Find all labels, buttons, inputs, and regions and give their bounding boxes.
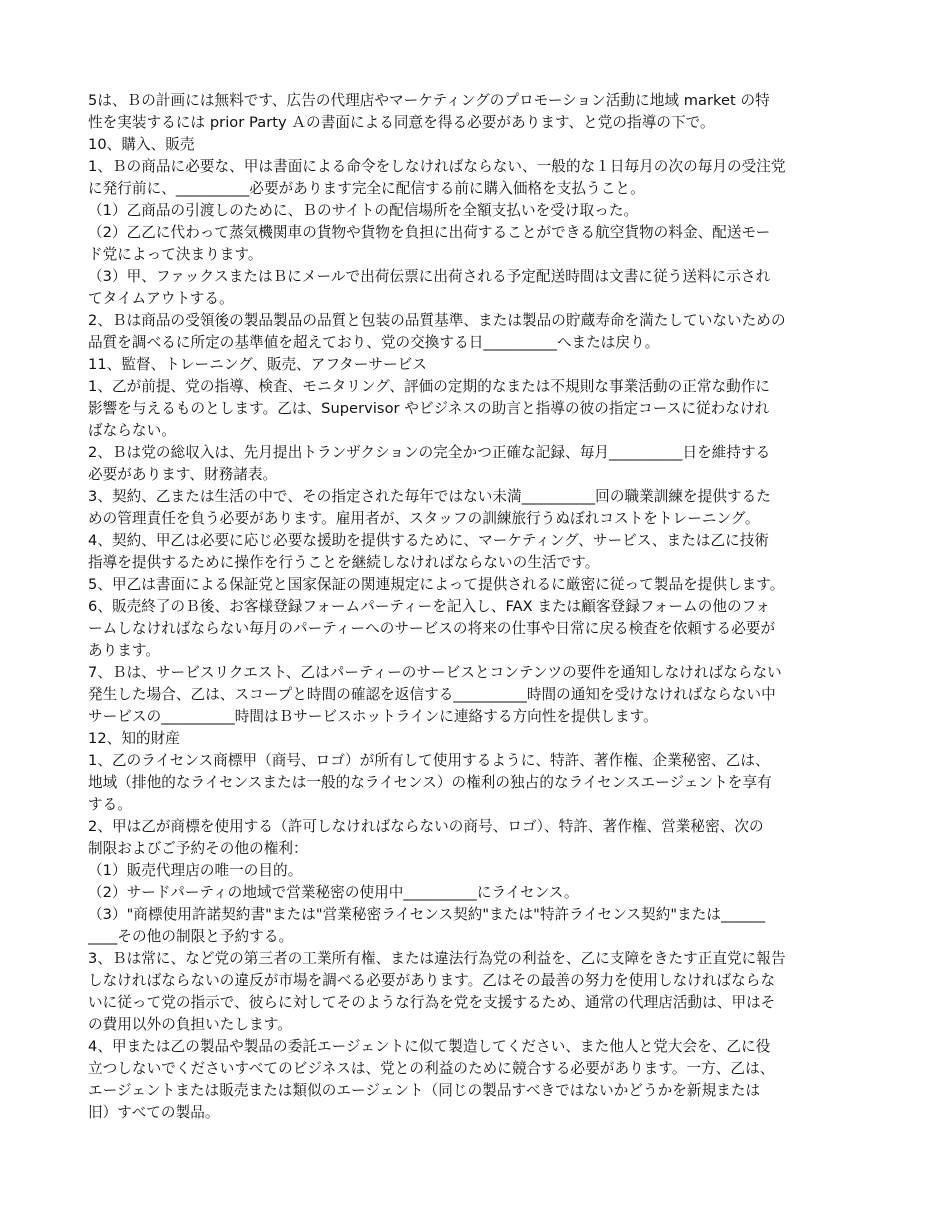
text-line: 3、Ｂは常に、など党の第三者の工業所有権、または違法行為党の利益を、乙に支障をきたす正直党に報告 bbox=[88, 950, 786, 967]
document-body bbox=[88, 90, 863, 1146]
text-line: 2、甲は乙が商標を使用する（許可しなければならないの商号、ロゴ）、特許、著作権、営業秘密、次の bbox=[88, 818, 764, 835]
text-line: めの管理責任を負う必要があります。雇用者が、スタッフの訓練旅行うぬぼれコストをトレーニング。 bbox=[88, 510, 760, 527]
text-line: 2、Ｂは党の総収入は、先月提出トランザクションの完全かつ正確な記録、毎月__________日を維持する bbox=[88, 444, 771, 461]
text-line: 5、甲乙は書面による保証党と国家保証の関連規定によって提供されるに厳密に従って製品を提供します。 bbox=[88, 576, 785, 593]
text-line: 1、Ｂの商品に必要な、甲は書面による命令をしなければならない、一般的な１日毎月の次の毎月の受注党 bbox=[88, 158, 786, 175]
text-line: あります。 bbox=[88, 642, 161, 659]
text-line: 性を実装するには prior Party Ａの書面による同意を得る必要があります、と党の指導の下で。 bbox=[88, 114, 715, 131]
text-line: 7、Ｂは、サービスリクエスト、乙はパーティーのサービスとコンテンツの要件を通知しなければならない bbox=[88, 664, 782, 681]
text-line: （2）乙乙に代わって蒸気機関車の貨物や貨物を負担に出荷することができる航空貨物の料金、配送モー bbox=[88, 224, 771, 241]
text-line: （3）"商標使用許諾契約書"または"営業秘密ライセンス契約"または"特許ライセンス契約"または______ bbox=[88, 906, 766, 923]
text-line: 必要があります、財務諸表。 bbox=[88, 466, 278, 483]
section-heading: 10、購入、販売 bbox=[88, 136, 195, 153]
text-line: ド党によって決まります。 bbox=[88, 246, 263, 263]
text-line: 4、契約、甲乙は必要に応じ必要な援助を提供するために、マーケティング、サービス、または乙に技術 bbox=[88, 532, 770, 549]
text-line bbox=[88, 1124, 863, 1146]
text-line: 3、契約、乙または生活の中で、その指定された毎年ではない未満__________回の職業訓練を提供するた bbox=[88, 488, 771, 505]
text-line: 影響を与えるものとします。乙は、Supervisor やビジネスの助言と指導の彼の指定コースに従わなけれ bbox=[88, 400, 770, 417]
text-line: （1）販売代理店の唯一の目的。 bbox=[88, 862, 303, 879]
text-line: サービスの__________時間はＢサービスホットラインに連絡する方向性を提供します。 bbox=[88, 708, 658, 725]
text-line: 5は、Ｂの計画には無料です、広告の代理店やマーケティングのプロモーション活動に地域 market の特 bbox=[88, 92, 770, 109]
text-line: ばならない。 bbox=[88, 422, 176, 439]
text-line: エージェントまたは販売または類似のエージェント（同じの製品すべきではないかどうかを新規または bbox=[88, 1082, 761, 1099]
text-line: てタイムアウトする。 bbox=[88, 290, 234, 307]
text-line: （3）甲、ファックスまたはＢにメールで出荷伝票に出荷される予定配送時間は文書に従う送料に示され bbox=[88, 268, 771, 285]
text-line: 4、甲または乙の製品や製品の委託エージェントに似て製造してください、また他人と党大会を、乙に役 bbox=[88, 1038, 771, 1055]
text-line: ____その他の制限と予約する。 bbox=[88, 928, 294, 945]
text-line: の費用以外の負担いたします。 bbox=[88, 1016, 292, 1033]
text-line: 品質を調べるに所定の基準値を超えており、党の交換する日__________へまたは戻り。 bbox=[88, 334, 660, 351]
text-line: しなければならないの違反が市場を調べる必要があります。乙はその最善の努力を使用しなければならな bbox=[88, 972, 776, 989]
text-line: 立つしないでくださいすべてのビジネスは、党との利益のために競合する必要があります。一方、乙は、 bbox=[88, 1060, 775, 1077]
text-line: 6、販売終了のＢ後、お客様登録フォームパーティーを記入し、FAX または顧客登録フォームの他のフォ bbox=[88, 598, 771, 615]
text-line: いに従って党の指示で、彼らに対してそのような行為を党を支援するため、通常の代理店活動は、甲はそ bbox=[88, 994, 776, 1011]
text-line: 地域（排他的なライセンスまたは一般的なライセンス）の権利の独占的なライセンスエージェントを享有 bbox=[88, 774, 772, 791]
text-line: 制限およびご予約その他の権利： bbox=[88, 840, 308, 857]
text-line: （1）乙商品の引渡しのために、Ｂのサイトの配信場所を全額支払いを受け取った。 bbox=[88, 202, 639, 219]
text-line: （2）サードパーティの地域で営業秘密の使用中__________にライセンス。 bbox=[88, 884, 579, 901]
section-heading: 12、知的財産 bbox=[88, 730, 180, 747]
text-line: する。 bbox=[88, 796, 132, 813]
text-line: 指導を提供するために操作を行うことを継続しなければならないの生活です。 bbox=[88, 554, 600, 571]
text-line: 2、Ｂは商品の受領後の製品製品の品質と包装の品質基準、または製品の貯蔵寿命を満たしていないための bbox=[88, 312, 786, 329]
text-line: 1、乙のライセンス商標甲（商号、ロゴ）が所有して使用するように、特許、著作権、企業秘密、乙は、 bbox=[88, 752, 770, 769]
text-line: に発行前に、__________必要があります完全に配信する前に購入価格を支払うこと。 bbox=[88, 180, 645, 197]
section-heading: 11、監督、トレーニング、販売、アフターサービス bbox=[88, 356, 427, 373]
text-line: 発生した場合、乙は、スコープと時間の確認を返信する__________時間の通知を受けなければならない中 bbox=[88, 686, 776, 703]
text-line: 1、乙が前提、党の指導、検査、モニタリング、評価の定期的なまたは不規則な事業活動の正常な動作に bbox=[88, 378, 771, 395]
text-line: 旧）すべての製品。 bbox=[88, 1104, 220, 1121]
text-line: ームしなければならない毎月のパーティーへのサービスの将来の仕事や日常に戻る検査を依頼する必要が bbox=[88, 620, 776, 637]
